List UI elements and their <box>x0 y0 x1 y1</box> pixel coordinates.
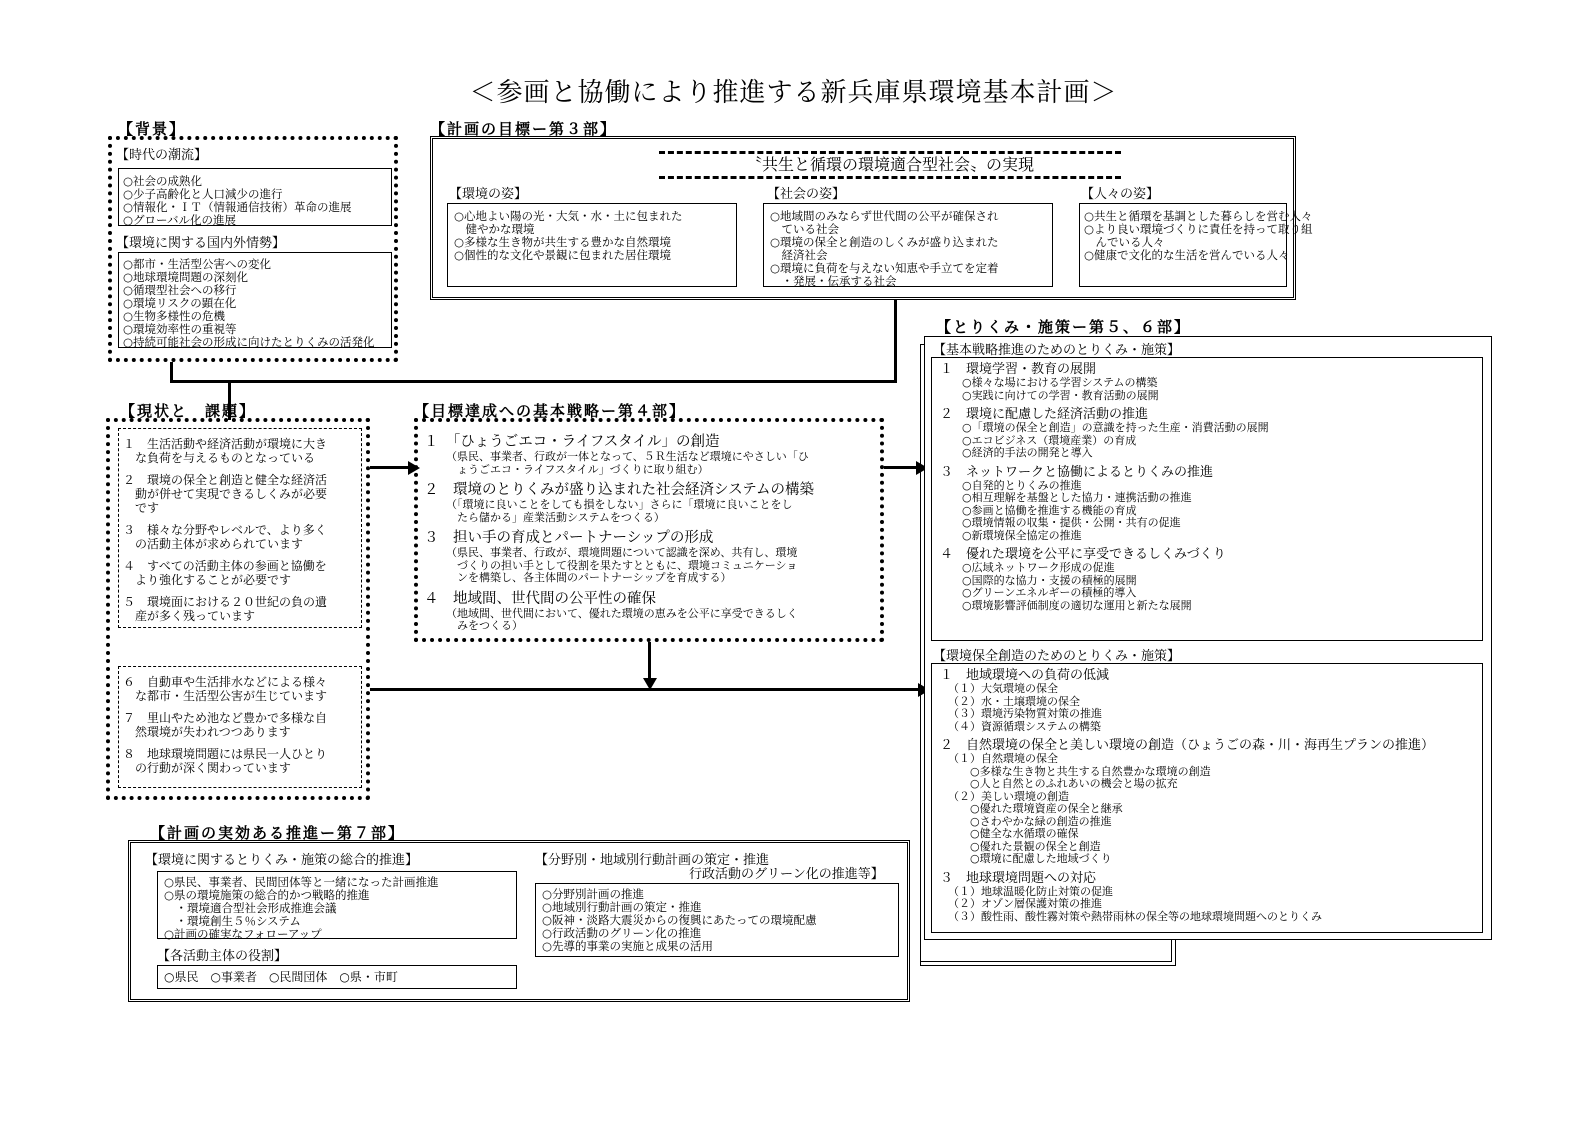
list-item: ○行政活動のグリーン化の推進 <box>542 926 702 940</box>
execution-right-label-2: 行政活動のグリーン化の推進等】 <box>689 867 884 882</box>
list-item: （１）地球温暖化防止対策の促進 <box>948 884 1113 898</box>
strategy-item-1: １ 「ひょうごエコ・ライフスタイル」の創造 <box>424 434 720 450</box>
list-item: ○計画の確実なフォローアップ <box>164 927 322 941</box>
list-item: ○健康で文化的な生活を営んでいる人々 <box>1084 248 1290 262</box>
arrow-line <box>648 642 651 680</box>
list-item: （２）水・土壌環境の保全 <box>948 694 1080 708</box>
connector-line <box>894 300 897 383</box>
list-item: ○共生と循環を基調とした暮らしを営む人々 <box>1084 209 1313 223</box>
strategy-desc: （「環境に良いことをしても損をしない」さらに「環境に良いことをし <box>446 498 793 511</box>
list-item: ７ 里山やため池など豊かで多様な自 <box>123 711 328 725</box>
list-item: ○グローバル化の進展 <box>123 213 236 227</box>
list-item: ４ すべての活動主体の参画と協働を <box>123 559 327 573</box>
connector-line <box>170 380 896 383</box>
execution-left-label: 【環境に関するとりくみ・施策の総合的推進】 <box>145 853 419 868</box>
env-list <box>118 252 392 348</box>
list-item: （３）環境汚染物質対策の推進 <box>948 707 1102 720</box>
list-item: んでいる人々 <box>1084 235 1165 249</box>
list-item: ８ 地球環境問題には県民一人ひとり <box>123 747 328 761</box>
list-item: ○情報化・ＩＴ（情報通信技術）革命の進展 <box>123 200 352 214</box>
list-item: ○様々な場における学習システムの構築 <box>962 376 1158 389</box>
list-item: ○阪神・淡路大震災からの復興にあたっての環境配慮 <box>542 913 817 927</box>
background-panel <box>108 136 398 362</box>
list-item: の活動主体が求められています <box>123 537 304 551</box>
list-item: ○個性的な文化や景観に包まれた居住環境 <box>454 248 672 262</box>
era-label: 【時代の潮流】 <box>116 148 208 163</box>
strategy-desc: （県民、事業者、行政が、環境問題について認識を深め、共有し、環境 <box>446 546 798 559</box>
list-item: ○より良い環境づくりに責任を持って取り組 <box>1084 222 1313 236</box>
list-item: （２）オゾン層保護対策の推進 <box>948 897 1102 910</box>
list-item: １ 生活活動や経済活動が環境に大き <box>123 437 328 451</box>
goals-banner: 〝共生と循環の環境適合型社会〟の実現 <box>659 151 1121 179</box>
strategy-desc: ょうごエコ・ライフスタイル」づくりに取り組む） <box>446 462 709 476</box>
execution-left-list <box>157 871 517 939</box>
list-item: な負荷を与えるものとなっている <box>123 451 316 465</box>
conservation-list <box>931 663 1483 933</box>
arrow-line <box>370 688 920 691</box>
list-item: ○地球環境問題の深刻化 <box>123 270 249 284</box>
goals-society-label: 【社会の姿】 <box>767 187 846 202</box>
list-item: ○地域別行動計画の策定・推進 <box>542 900 702 914</box>
basic-list <box>931 357 1483 641</box>
strategy-desc: づくりの担い手として役割を果たすとともに、環境コミュニケーショ <box>446 558 798 572</box>
list-item: ○グリーンエネルギーの積極的導入 <box>962 586 1137 599</box>
list-item: ○多様な生き物と共生する自然豊かな環境の創造 <box>948 764 1211 778</box>
list-item: ○少子高齢化と人口減少の進行 <box>123 187 283 201</box>
torikumi-heading: 【とりくみ・施策ー第５、６部】 <box>936 318 1192 336</box>
list-item: ○経済的手法の開発と導入 <box>962 446 1093 459</box>
list-item: ３ 様々な分野やレベルで、より多く <box>123 523 327 537</box>
arrow-line <box>884 466 918 469</box>
list-item: です <box>123 501 160 515</box>
page-title: ＜参画と協働により推進する新兵庫県環境基本計画＞ <box>469 78 1118 108</box>
list-item: ○優れた環境資産の保全と継承 <box>948 802 1123 815</box>
list-item: （１）自然環境の保全 <box>948 752 1058 765</box>
basic-item-2: ２ 環境に配慮した経済活動の推進 <box>940 407 1149 422</box>
basic-label: 【基本戦略推進のためのとりくみ・施策】 <box>933 343 1181 358</box>
list-item: ・環境適合型社会形成推進会議 <box>164 901 337 915</box>
strategy-desc: ンを構築し、各主体間のパートナーシップを育成する） <box>446 571 732 584</box>
current-group-1 <box>118 428 362 628</box>
list-item: の行動が深く関わっています <box>123 761 291 775</box>
list-item: ○心地よい陽の光・大気・水・土に包まれた <box>454 209 683 223</box>
era-list <box>118 168 392 226</box>
list-item: ２ 環境の保全と創造と健全な経済活 <box>123 473 328 487</box>
goals-env-label: 【環境の姿】 <box>449 187 528 202</box>
list-item: 産が多く残っています <box>123 609 256 623</box>
list-item: ○生物多様性の危機 <box>123 309 226 323</box>
strategy-desc: （地域間、世代間において、優れた環境の恵みを公平に享受できるしく <box>446 606 798 620</box>
list-item: ○環境の保全と創造のしくみが盛り込まれた <box>770 235 999 249</box>
list-item: ○環境効率性の重視等 <box>123 322 237 336</box>
list-item: ○社会の成熟化 <box>123 174 203 188</box>
list-item: ○優れた景観の保全と創造 <box>948 839 1101 853</box>
list-item: ○持続可能社会の形成に向けたとりくみの活発化 <box>123 335 375 349</box>
list-item: 経済社会 <box>770 248 828 262</box>
list-item: ○都市・生活型公害への変化 <box>123 257 272 271</box>
execution-heading: 【計画の実効ある推進ー第７部】 <box>150 824 406 842</box>
list-item: ○健全な水循環の確保 <box>948 827 1079 840</box>
list-item: ている社会 <box>770 222 839 236</box>
list-item: ○エコビジネス（環境産業）の育成 <box>962 433 1137 447</box>
list-item: ○県の環境施策の総合的かつ戦略的推進 <box>164 888 370 902</box>
goals-people-label: 【人々の姿】 <box>1081 187 1160 202</box>
conservation-label: 【環境保全創造のためのとりくみ・施策】 <box>933 649 1181 664</box>
strategy-desc: みをつくる） <box>446 619 523 632</box>
strategy-item-3: ３ 担い手の育成とパートナーシップの形成 <box>424 530 714 546</box>
conservation-item-1: １ 地域環境への負荷の低減 <box>940 668 1110 683</box>
list-item: ○実践に向けての学習・教育活動の展開 <box>962 388 1159 402</box>
strategy-heading: 【目標達成への基本戦略ー第４部】 <box>414 402 687 420</box>
list-item: ○新環境保全協定の推進 <box>962 528 1082 542</box>
goals-society-list <box>763 203 1053 287</box>
list-item: 健やかな環境 <box>454 222 535 236</box>
list-item: ５ 環境面における２０世紀の負の遺 <box>123 595 328 609</box>
basic-item-3: ３ ネットワークと協働によるとりくみの推進 <box>940 464 1214 480</box>
list-item: ○環境情報の収集・提供・公開・共有の促進 <box>962 516 1181 529</box>
connector-line <box>170 362 173 382</box>
list-item: ６ 自動車や生活排水などによる様々 <box>123 675 328 689</box>
list-item: 然環境が失われつつあります <box>123 725 291 739</box>
strategy-item-2: ２ 環境のとりくみが盛り込まれた社会経済システムの構築 <box>424 482 815 498</box>
list-item: ○環境に負荷を与えない知恵や手立てを定着 <box>770 261 999 275</box>
goals-env-list <box>447 203 737 287</box>
list-item: ○自発的とりくみの推進 <box>962 478 1082 492</box>
list-item: 動が併せて実現できるしくみが必要 <box>123 487 328 501</box>
roles-list: ○県民 ○事業者 ○民間団体 ○県・市町 <box>157 965 517 989</box>
list-item: ○分野別計画の推進 <box>542 887 645 901</box>
list-item: ○広域ネットワーク形成の促進 <box>962 561 1115 574</box>
list-item: ○循環型社会への移行 <box>123 283 237 297</box>
conservation-item-2: ２ 自然環境の保全と美しい環境の創造（ひょうごの森・川・海再生プランの推進） <box>940 738 1435 753</box>
list-item: ○人と自然とのふれあいの機会と場の拡充 <box>948 777 1178 790</box>
strategy-panel <box>414 418 884 642</box>
list-item: ○「環境の保全と創造」の意識を持った生産・消費活動の展開 <box>962 421 1269 434</box>
list-item: （３）酸性雨、酸性霧対策や熱帯雨林の保全等の地球環境問題へのとりくみ <box>948 909 1322 923</box>
list-item: ○さわやかな緑の創造の推進 <box>948 814 1112 828</box>
strategy-desc: （県民、事業者、行政が一体となって、５Ｒ生活など環境にやさしい「ひ <box>446 450 809 463</box>
execution-right-label-1: 【分野別・地域別行動計画の策定・推進 <box>535 853 770 868</box>
list-item: ・発展・伝承する社会 <box>770 274 897 288</box>
list-item: ○環境影響評価制度の適切な運用と新たな展開 <box>962 598 1192 612</box>
basic-item-1: １ 環境学習・教育の展開 <box>940 362 1097 377</box>
list-item: ○県民、事業者、民間団体等と一緒になった計画推進 <box>164 875 439 889</box>
roles-label: 【各活動主体の役割】 <box>157 949 288 964</box>
current-heading: 【現状と 課題】 <box>120 402 257 420</box>
strategy-desc: たら儲かる」産業活動システムをつくる） <box>446 510 665 524</box>
list-item: ○先導的事業の実施と成果の活用 <box>542 939 714 953</box>
env-label: 【環境に関する国内外情勢】 <box>116 236 286 251</box>
execution-panel <box>128 840 910 1002</box>
list-item: ○国際的な協力・支援の積極的展開 <box>962 573 1137 587</box>
list-item: （１）大気環境の保全 <box>948 682 1058 695</box>
execution-right-list <box>535 883 899 957</box>
list-item: ○参画と協働を推進する機能の育成 <box>962 503 1137 517</box>
goals-heading: 【計画の目標ー第３部】 <box>430 120 618 138</box>
list-item: ・環境創生５％システム <box>164 914 301 928</box>
list-item: ○多様な生き物が共生する豊かな自然環境 <box>454 235 672 249</box>
list-item: ○相互理解を基盤とした協力・連携活動の推進 <box>962 491 1192 504</box>
list-item: （４）資源循環システムの構築 <box>948 719 1101 733</box>
background-heading: 【背景】 <box>118 120 187 138</box>
list-item: ○環境に配慮した地域づくり <box>948 852 1112 865</box>
list-item: ○環境リスクの顕在化 <box>123 296 237 310</box>
list-item: （２）美しい環境の創造 <box>948 789 1069 803</box>
current-panel <box>106 418 370 800</box>
current-group-2 <box>118 666 362 788</box>
list-item: より強化することが必要です <box>123 573 292 587</box>
conservation-item-3: ３ 地球環境問題への対応 <box>940 870 1097 886</box>
arrow-line <box>370 466 410 469</box>
basic-item-4: ４ 優れた環境を公平に享受できるしくみづくり <box>940 547 1226 562</box>
torikumi-panel <box>924 336 1492 940</box>
goals-panel <box>430 136 1313 300</box>
list-item: ○地域間のみならず世代間の公平が確保され <box>770 209 999 223</box>
strategy-item-4: ４ 地域間、世代間の公平性の確保 <box>424 590 656 607</box>
list-item: な都市・生活型公害が生じています <box>123 689 328 703</box>
goals-people-list <box>1079 203 1313 287</box>
